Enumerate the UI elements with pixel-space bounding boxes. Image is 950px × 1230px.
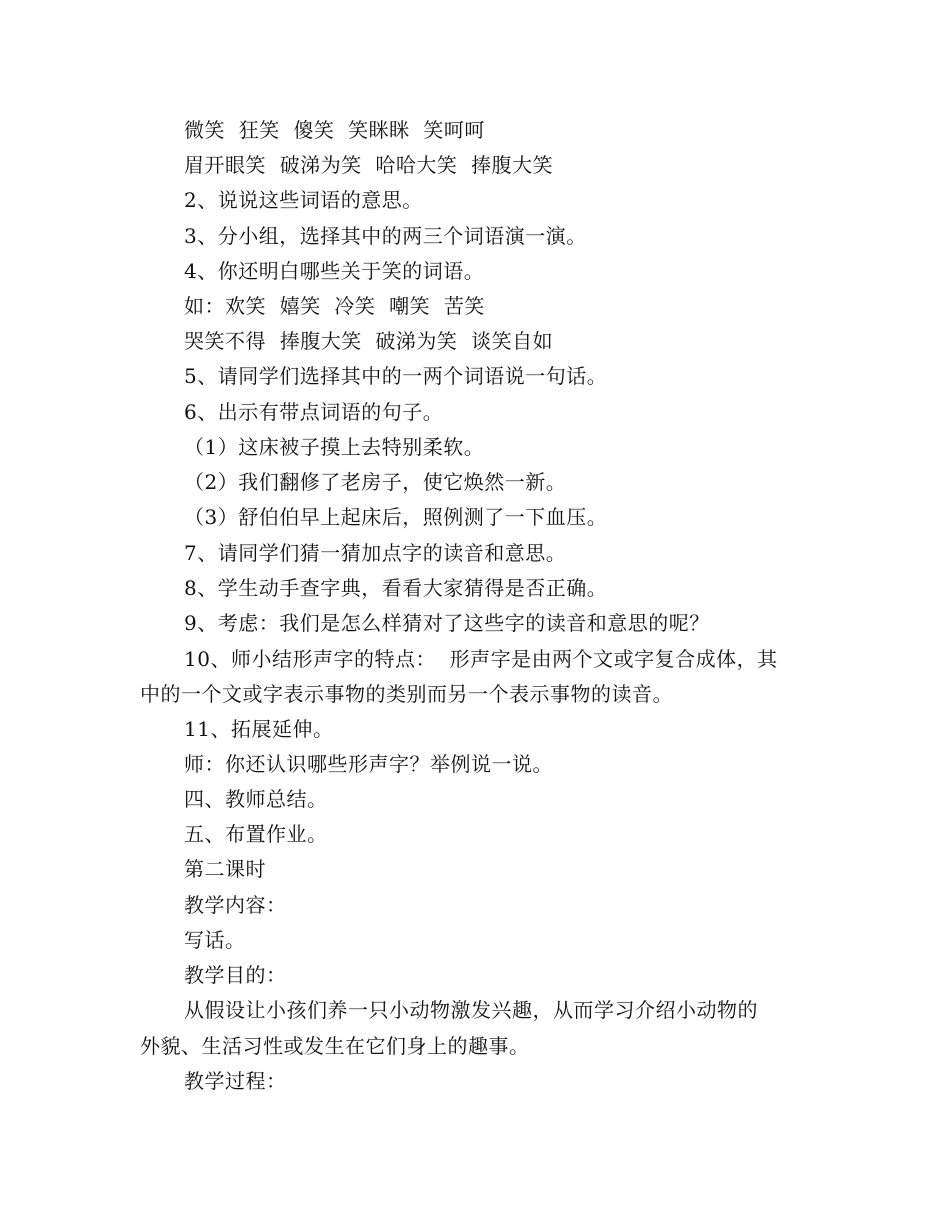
text-line: 9、考虑：我们是怎么样猜对了这些字的读音和意思的呢？ [184, 611, 710, 635]
text-line: 如：欢笑 嬉笑 冷笑 嘲笑 苦笑 [184, 294, 485, 318]
text-line: 写话。 [184, 928, 246, 952]
text-line: 五、布置作业。 [184, 822, 328, 846]
text-line: 教学内容： [184, 893, 287, 917]
text-line: 眉开眼笑 破涕为笑 哈哈大笑 捧腹大笑 [184, 153, 554, 177]
text-line: 4、你还明白哪些关于笑的词语。 [184, 259, 485, 283]
text-line: （2）我们翻修了老房子，使它焕然一新。 [184, 470, 567, 494]
text-line: 3、分小组，选择其中的两三个词语演一演。 [184, 224, 587, 248]
text-line: 8、学生动手查字典，看看大家猜得是否正确。 [184, 576, 608, 600]
text-line: 师：你还认识哪些形声字？举例说一说。 [184, 752, 553, 776]
text-line: 四、教师总结。 [184, 787, 328, 811]
text-line: 7、请同学们猜一猜加点字的读音和意思。 [184, 541, 567, 565]
text-line: 从假设让小孩们养一只小动物激发兴趣，从而学习介绍小动物的 [184, 998, 758, 1022]
text-line: 10、师小结形声字的特点： 形声字是由两个文或字复合成体，其 [184, 647, 778, 671]
section-heading: 第二课时 [184, 857, 266, 881]
text-line: 微笑 狂笑 傻笑 笑眯眯 笑呵呵 [184, 118, 485, 142]
text-line: 11、拓展延伸。 [184, 717, 334, 741]
text-line: （1）这床被子摸上去特别柔软。 [184, 435, 485, 459]
text-line: 6、出示有带点词语的句子。 [184, 400, 444, 424]
text-line: 哭笑不得 捧腹大笑 破涕为笑 谈笑自如 [184, 329, 554, 353]
text-line: （3）舒伯伯早上起床后，照例测了一下血压。 [184, 505, 608, 529]
text-line: 教学过程： [184, 1069, 287, 1093]
text-line: 中的一个文或字表示事物的类别而另一个表示事物的读音。 [140, 682, 673, 706]
text-line: 2、说说这些词语的意思。 [184, 188, 423, 212]
text-line: 5、请同学们选择其中的一两个词语说一句话。 [184, 364, 608, 388]
text-line: 外貌、生活习性或发生在它们身上的趣事。 [140, 1034, 530, 1058]
text-line: 教学目的： [184, 963, 287, 987]
